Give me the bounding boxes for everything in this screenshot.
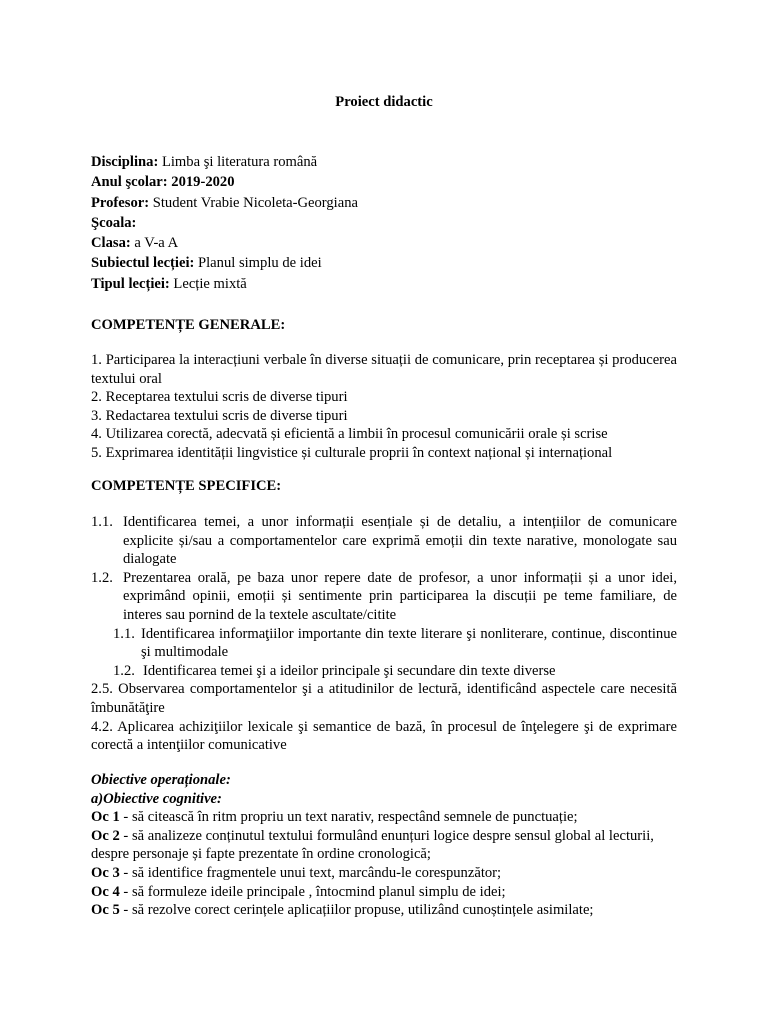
objectives-heading: Obiective operaționale: bbox=[91, 772, 231, 788]
list-item: 4.2. Aplicarea achiziţiilor lexicale şi semantice de bază, în procesul de înţelegere şi de exprimare corectă a intenţiilor comunicative bbox=[91, 718, 677, 754]
field-value: Lecție mixtă bbox=[169, 275, 247, 292]
objective-text: - să citească în ritm propriu un text narativ, respectând semnele de punctuație; bbox=[119, 809, 578, 826]
list-item bbox=[91, 569, 677, 625]
lesson-info bbox=[91, 153, 677, 295]
field-profesor bbox=[91, 194, 677, 214]
field-label: Clasa: bbox=[91, 235, 131, 252]
objective-text: - să formuleze ideile principale , întocmind planul simplu de idei; bbox=[119, 883, 506, 900]
objective-code: Oc 2 bbox=[91, 827, 120, 844]
item-text: Identificarea temei şi a ideilor principale şi secundare din texte diverse bbox=[143, 662, 556, 679]
objective-code: Oc 1 bbox=[91, 809, 120, 826]
objective-text: - să identifice fragmentele unui text, marcându-le corespunzător; bbox=[119, 864, 502, 881]
item-number: 1.2. bbox=[113, 662, 135, 679]
field-label: Şcoala: bbox=[91, 214, 137, 231]
list-item bbox=[91, 625, 677, 662]
specific-competences-heading: COMPETENȚE SPECIFICE: bbox=[91, 478, 282, 494]
field-an-scolar bbox=[91, 173, 677, 193]
field-value: Planul simplu de idei bbox=[194, 255, 322, 272]
item-text: Prezentarea orală, pe baza unor repere date de profesor, a unor informații și a unor idei, exprimând opinii, emoții și sentimente prin participarea la discuții pe teme familiare, de interes sau pornind de la textele ascultate/citite bbox=[123, 569, 677, 623]
item-text: Identificarea temei, a unor informații esențiale și de detaliu, a intențiilor de comunicare explicite și/sau a comportamentelor care exprimă emoții din texte narative, monologate sau dialogate bbox=[123, 514, 677, 568]
item-text: Identificarea informaţiilor importante din texte literare şi nonliterare, continue, discontinue şi multimodale bbox=[141, 625, 677, 661]
field-label: Tipul lecției: bbox=[91, 275, 170, 292]
objectives-section bbox=[91, 771, 677, 920]
objective-code: Oc 5 bbox=[91, 902, 120, 919]
list-item bbox=[91, 662, 677, 681]
document-title: Proiect didactic bbox=[335, 94, 433, 110]
list-item: 1. Participarea la interacțiuni verbale în diverse situații de comunicare, prin receptarea și producerea textului oral bbox=[91, 352, 677, 387]
field-label: Disciplina: bbox=[91, 154, 159, 170]
objective-code: Oc 3 bbox=[91, 864, 120, 881]
objective-item bbox=[91, 883, 677, 902]
list-item: 5. Exprimarea identității lingvistice și culturale proprii în context național și internațional bbox=[91, 444, 613, 461]
item-number: 1.1. bbox=[113, 625, 135, 642]
field-value: a V-a A bbox=[130, 235, 179, 252]
list-item bbox=[91, 513, 677, 569]
item-number: 1.2. bbox=[91, 569, 113, 586]
objective-item bbox=[91, 864, 677, 883]
field-clasa bbox=[91, 234, 677, 254]
field-scoala bbox=[91, 214, 677, 234]
general-competences-heading: COMPETENȚE GENERALE: bbox=[91, 317, 286, 333]
field-tip-lectie bbox=[91, 275, 677, 295]
objective-text: - să analizeze conținutul textului formulând enunțuri logice despre sensul global al lecturii, despre personaje și fapte prezentate în ordine cronologică; bbox=[91, 827, 654, 863]
objective-item bbox=[91, 808, 677, 827]
field-subiect bbox=[91, 254, 677, 274]
field-value: 2019-2020 bbox=[167, 174, 235, 191]
list-item: 4. Utilizarea corectă, adecvată și eficientă a limbii în procesul comunicării orale și scrise bbox=[91, 426, 608, 443]
field-label: Anul şcolar: bbox=[91, 174, 168, 191]
general-competences-list bbox=[91, 351, 677, 463]
item-number: 1.1. bbox=[91, 514, 113, 530]
field-label: Profesor: bbox=[91, 194, 150, 211]
field-disciplina bbox=[91, 153, 677, 173]
objective-code: Oc 4 bbox=[91, 883, 120, 900]
list-item: 2. Receptarea textului scris de diverse tipuri bbox=[91, 389, 348, 406]
specific-competences-list bbox=[91, 513, 677, 755]
field-value: Student Vrabie Nicoleta-Georgiana bbox=[149, 194, 358, 211]
list-item: 3. Redactarea textului scris de diverse tipuri bbox=[91, 407, 348, 424]
field-value: Limba şi literatura română bbox=[158, 154, 318, 170]
list-item: 2.5. Observarea comportamentelor şi a atitudinilor de lectură, identificând aspectele care necesită îmbunătăţire bbox=[91, 681, 677, 716]
objectives-subheading: a)Obiective cognitive: bbox=[91, 790, 222, 807]
objective-item bbox=[91, 901, 677, 920]
field-label: Subiectul lecției: bbox=[91, 255, 195, 272]
objective-item bbox=[91, 827, 677, 864]
objective-text: - să rezolve corect cerințele aplicațiilor propuse, utilizând cunoștințele asimilate; bbox=[119, 902, 594, 919]
